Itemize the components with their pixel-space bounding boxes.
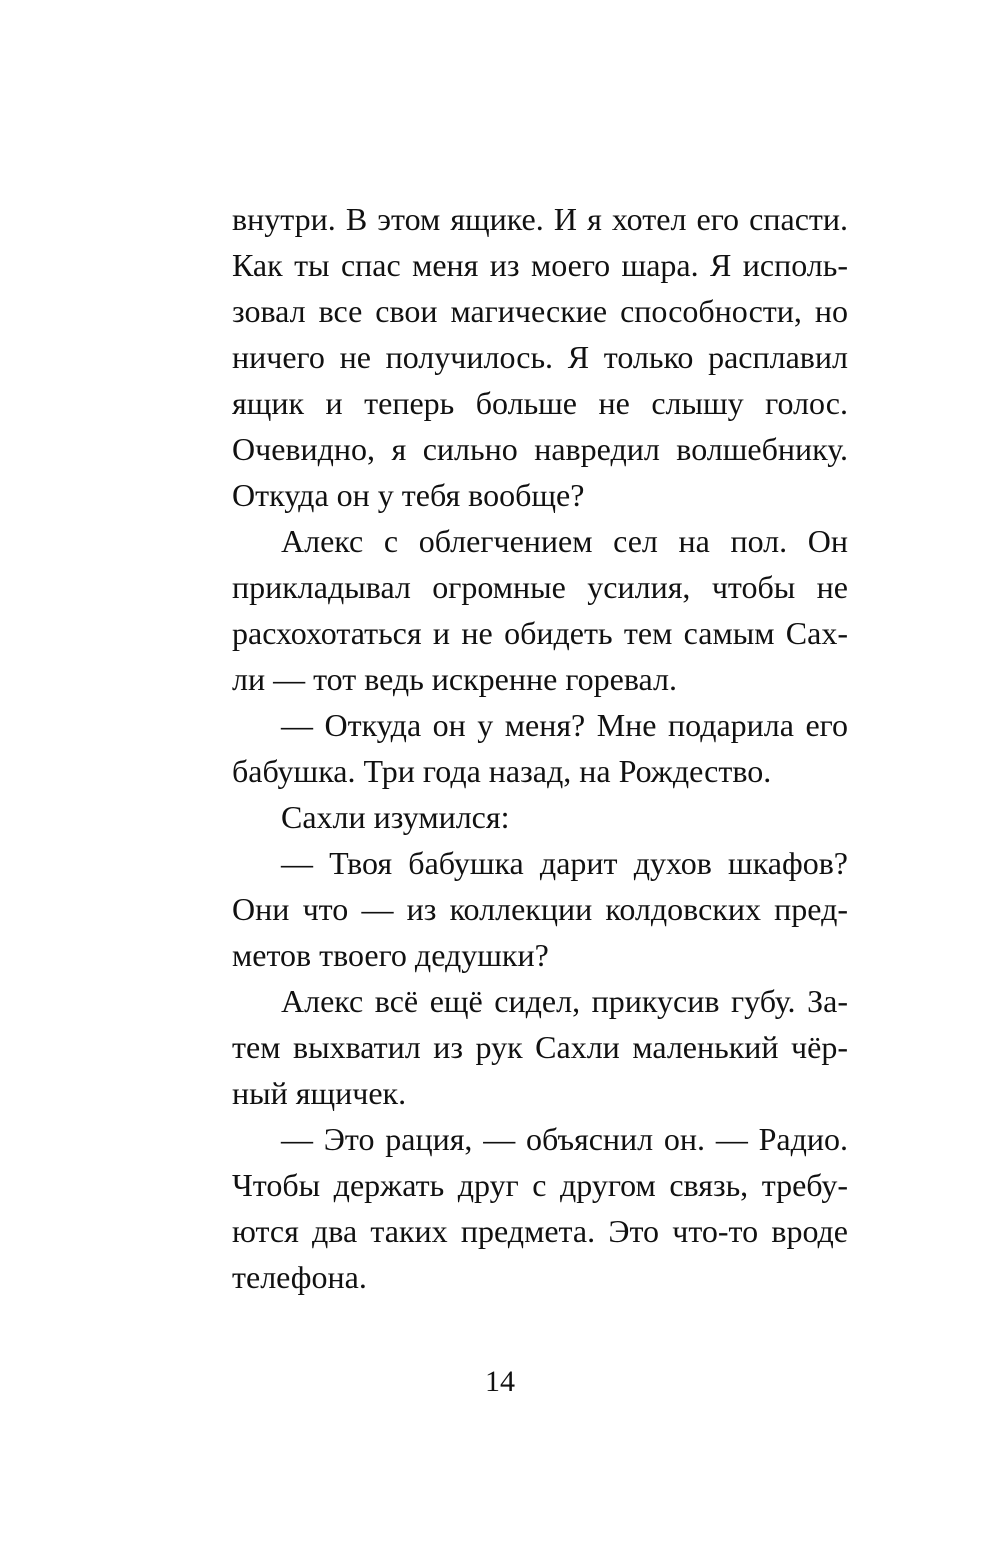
text-line: Они что — из коллекции колдовских пред- — [232, 891, 848, 927]
text-line: расхохотаться и не обидеть тем самым Сах- — [232, 615, 848, 651]
text-line: — Твоя бабушка дарит духов шкафов? — [281, 845, 848, 881]
text-line: зовал все свои магические способности, но — [232, 293, 848, 329]
page-number: 14 — [485, 1365, 515, 1398]
body-text — [232, 196, 848, 1300]
text-line: Алекс с облегчением сел на пол. Он — [281, 523, 848, 559]
text-line: — Это рация, — объяснил он. — Радио. — [281, 1121, 848, 1157]
text-line: ящик и теперь больше не слышу голос. — [232, 385, 848, 421]
text-line: Откуда он у тебя вообще? — [232, 477, 585, 513]
text-line: бабушка. Три года назад, на Рождество. — [232, 753, 772, 789]
text-line: прикладывал огромные усилия, чтобы не — [232, 569, 848, 605]
text-line: — Откуда он у меня? Мне подарила его — [281, 707, 848, 743]
text-line: тем выхватил из рук Сахли маленький чёр- — [232, 1029, 848, 1065]
text-line: Сахли изумился: — [281, 799, 510, 835]
text-line: Алекс всё ещё сидел, прикусив губу. За- — [281, 983, 848, 1019]
text-line: ный ящичек. — [232, 1075, 407, 1111]
text-line: Очевидно, я сильно навредил волшебнику. — [232, 431, 848, 467]
text-line: ли — тот ведь искренне горевал. — [232, 661, 677, 697]
text-line: телефона. — [232, 1259, 367, 1295]
text-line: ничего не получилось. Я только расплавил — [232, 339, 848, 375]
text-line: ются два таких предмета. Это что-то вроде — [232, 1213, 848, 1249]
text-line: метов твоего дедушки? — [232, 937, 549, 973]
text-line: Чтобы держать друг с другом связь, требу- — [232, 1167, 848, 1203]
text-line: внутри. В этом ящике. И я хотел его спасти. — [232, 201, 848, 237]
text-line: Как ты спас меня из моего шара. Я исполь- — [232, 247, 848, 283]
